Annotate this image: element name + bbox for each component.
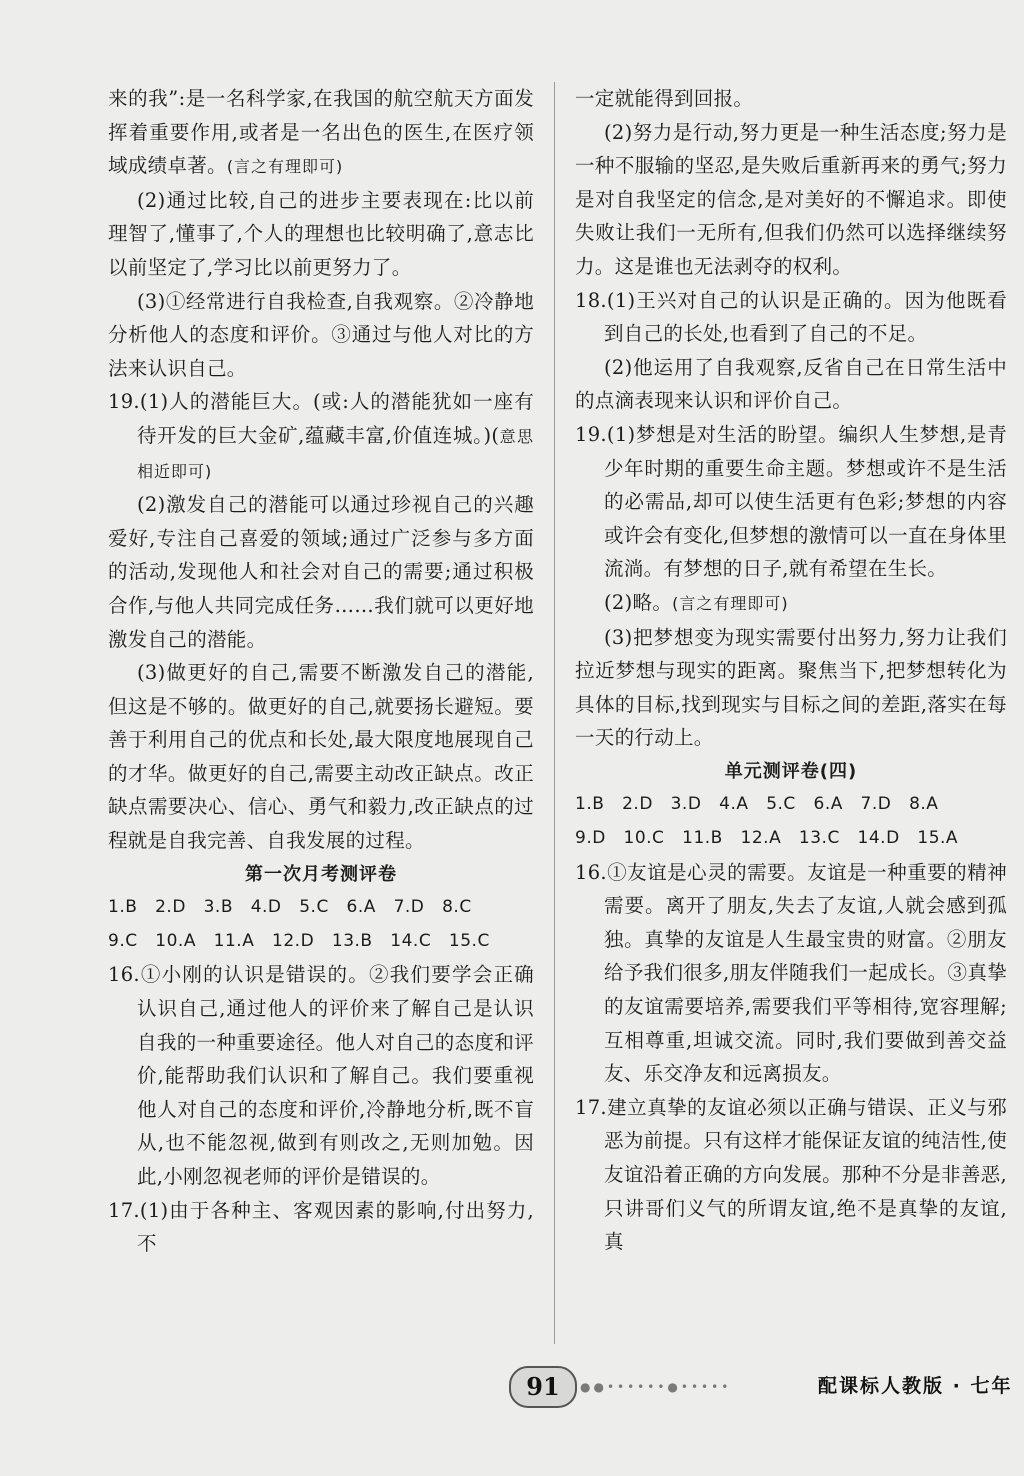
paragraph: (3)做更好的自己,需要不断激发自己的潜能,但这是不够的。做更好的自己,就要扬长避短。要善于利用自己的优点和长处,最大限度地展现自己的才华。做更好的自己,需要主动改正缺点。改正缺点需要决心、信心、勇气和毅力,改正缺点的过程就是自我完善、自我发展的过程。 <box>108 661 534 853</box>
answer-17: 17.(1)由于各种主、客观因素的影响,付出努力,不 <box>108 1198 534 1256</box>
paragraph: (2)通过比较,自己的进步主要表现在:比以前理智了,懂事了,个人的理想也比较明确了,意志比以前坚定了,学习比以前更努力了。 <box>108 188 534 279</box>
choice-answers-row: 9.C 10.A 11.A 12.D 13.B 14.C 15.C <box>108 930 490 951</box>
right-column <box>575 82 1007 1259</box>
decorative-dots: ●●••••••●••••• <box>580 1380 732 1394</box>
edition-label: 配课标人教版 · 七年 <box>818 1375 1013 1397</box>
section-title: 单元测评卷(四) <box>724 760 858 782</box>
paragraph: 一定就能得到回报。 <box>575 87 754 110</box>
answer-18: 18.(1)王兴对自己的认识是正确的。因为他既看到自己的长处,也看到了自己的不足。 <box>575 288 1007 346</box>
choice-answers-row: 1.B 2.D 3.D 4.A 5.C 6.A 7.D 8.A <box>575 794 939 815</box>
answer-16: 16.①友谊是心灵的需要。友谊是一种重要的精神需要。离开了朋友,失去了友谊,人就会感到孤独。真挚的友谊是人生最宝贵的财富。②朋友给予我们很多,朋友伴随我们一起成长。③真挚的友谊需要培养,需要我们平等相待,宽容理解;互相尊重,坦诚交流。同时,我们要做到善交益友、乐交净友和远离损友。 <box>575 860 1007 1086</box>
page-number: 91 <box>509 1366 577 1408</box>
section-title: 第一次月考测评卷 <box>245 863 397 885</box>
answer-17: 17.建立真挚的友谊必须以正确与错误、正义与邪恶为前提。只有这样才能保证友谊的纯洁性,使友谊沿着正确的方向发展。那种不分是非善恶,只讲哥们义气的所谓友谊,绝不是真挚的友谊,真 <box>575 1095 1007 1254</box>
paragraph: (3)①经常进行自我检查,自我观察。②冷静地分析他人的态度和评价。③通过与他人对比的方法来认识自己。 <box>108 289 534 380</box>
choice-answers-row: 1.B 2.D 3.B 4.D 5.C 6.A 7.D 8.C <box>108 897 472 918</box>
left-column <box>108 82 534 1261</box>
page-footer <box>0 1354 1024 1414</box>
choice-answers-row: 9.D 10.C 11.B 12.A 13.C 14.D 15.A <box>575 828 959 849</box>
paragraph: 来的我”:是一名科学家,在我国的航空航天方面发挥着重要作用,或者是一名出色的医生,在医疗领域成绩卓著。(言之有理即可) <box>108 87 534 178</box>
paragraph: (3)把梦想变为现实需要付出努力,努力让我们拉近梦想与现实的距离。聚焦当下,把梦想转化为具体的目标,找到现实与目标之间的差距,落实在每一天的行动上。 <box>575 625 1007 750</box>
paragraph: (2)他运用了自我观察,反省自己在日常生活中的点滴表现来认识和评价自己。 <box>575 355 1007 413</box>
paragraph: (2)略。(言之有理即可) <box>604 590 789 614</box>
answer-16: 16.①小刚的认识是错误的。②我们要学会正确认识自己,通过他人的评价来了解自己是认识自我的一种重要途径。他人对自己的态度和评价,能帮助我们认识和了解自己。我们要重视他人对自己的态度和评价,冷静地分析,既不盲从,也不能忽视,做到有则改之,无则加勉。因此,小刚忽视老师的评价是错误的。 <box>108 963 534 1188</box>
column-divider <box>554 82 555 1344</box>
answer-19: 19.(1)人的潜能巨大。(或:人的潜能犹如一座有待开发的巨大金矿,蕴藏丰富,价值连城。)(意思相近即可) <box>108 390 534 481</box>
paragraph: (2)激发自己的潜能可以通过珍视自己的兴趣爱好,专注自己喜爱的领域;通过广泛参与多方面的活动,发现他人和社会对自己的需要;通过积极合作,与他人共同完成任务……我们就可以更好地激发自己的潜能。 <box>108 493 534 651</box>
answer-19: 19.(1)梦想是对生活的盼望。编织人生梦想,是青少年时期的重要生命主题。梦想或许不是生活的必需品,却可以使生活更有色彩;梦想的内容或许会有变化,但梦想的激情可以一直在身体里流淌。有梦想的日子,就有希望在生长。 <box>575 422 1007 581</box>
paragraph: (2)努力是行动,努力更是一种生活态度;努力是一种不服输的坚忍,是失败后重新再来的勇气;努力是对自我坚定的信念,是对美好的不懈追求。即使失败让我们一无所有,但我们仍然可以选择继续努力。这是谁也无法剥夺的权利。 <box>575 120 1007 278</box>
